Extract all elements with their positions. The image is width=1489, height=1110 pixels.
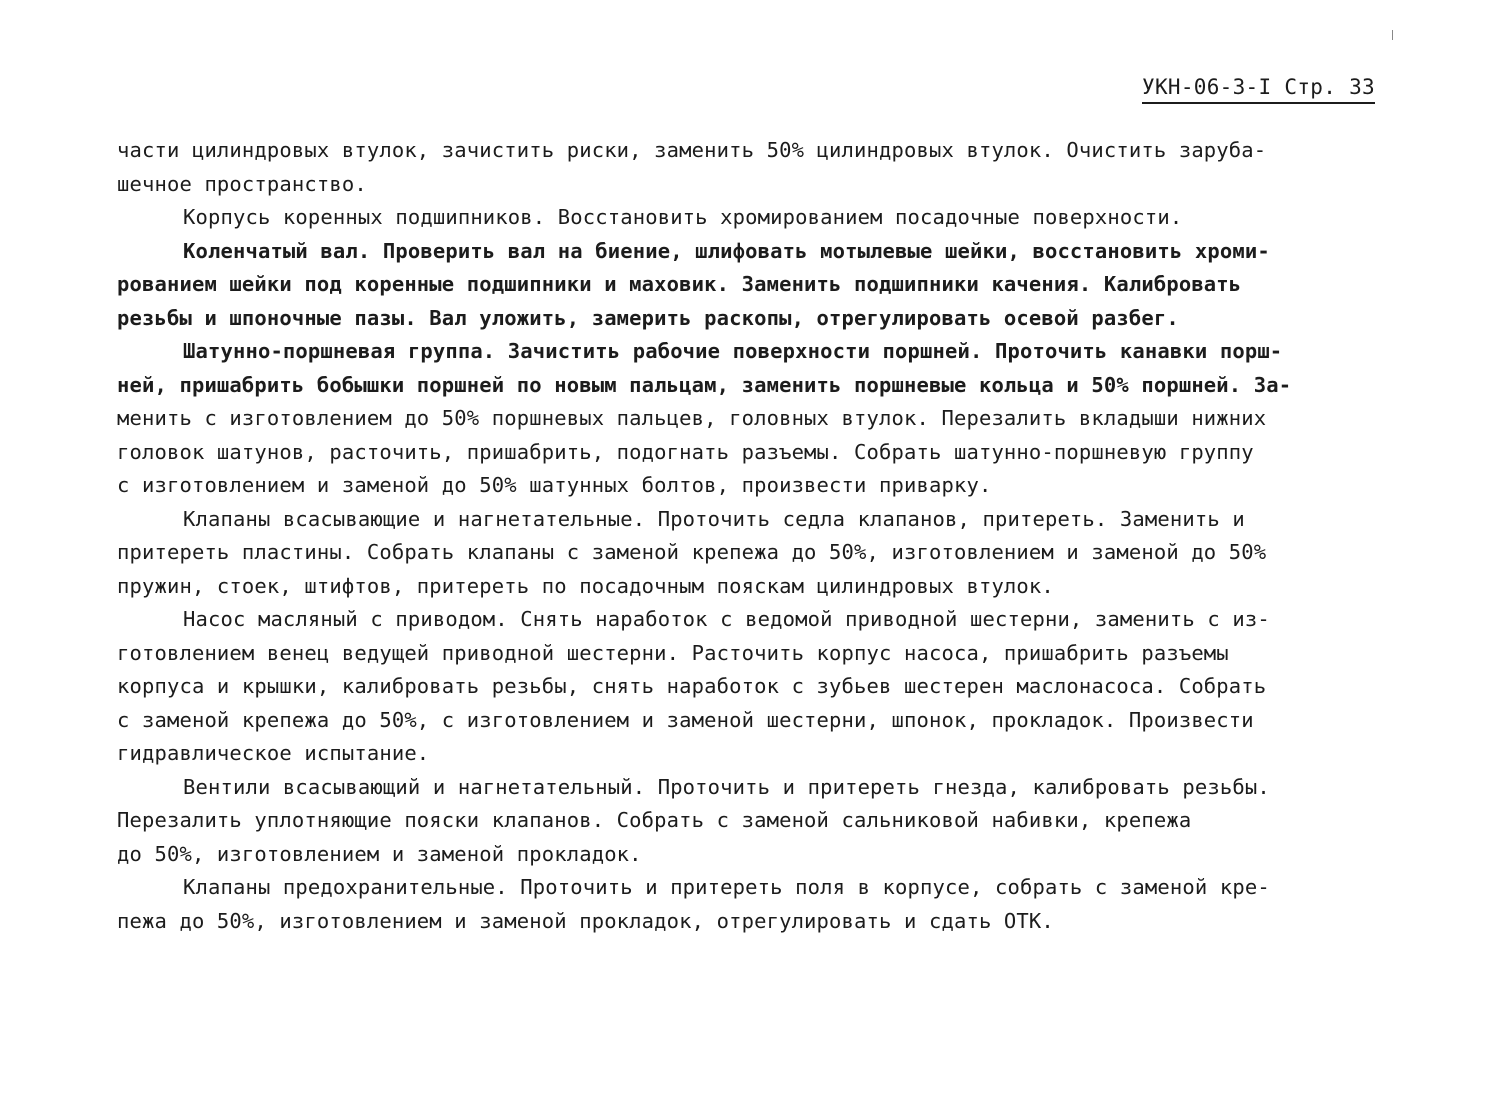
text-line: Насос масляный с приводом. Снять наработок с ведомой приводной шестерни, заменить с из- — [183, 607, 1270, 631]
text-line: с заменой крепежа до 50%, с изготовлением и заменой шестерни, шпонок, прокладок. Произвести — [117, 707, 1254, 732]
paragraph-piston-group — [117, 335, 1367, 503]
text-line: Вентили всасывающий и нагнетательный. Проточить и притереть гнезда, калибровать резьбы. — [183, 774, 1270, 799]
text-line: с изготовлением и заменой до 50% шатунных болтов, произвести приварку. — [117, 473, 992, 497]
paragraph-oil-pump — [117, 603, 1367, 771]
text-line: гидравлическое испытание. — [117, 741, 430, 765]
text-line: до 50%, изготовлением и заменой прокладок. — [117, 841, 642, 866]
text-line: пежа до 50%, изготовлением и заменой прокладок, отрегулировать и сдать ОТК. — [117, 908, 1054, 933]
text-line: Коленчатый вал. Проверить вал на биение, шлифовать мотылевые шейки, восстановить хроми- — [183, 238, 1270, 263]
text-line: Шатунно-поршневая группа. Зачистить рабочие поверхности поршней. Проточить канавки порш- — [183, 339, 1283, 363]
text-line: притереть пластины. Собрать клапаны с заменой крепежа до 50%, изготовлением и заменой до 50% — [117, 540, 1267, 564]
paragraph-safety-valves — [117, 871, 1367, 938]
text-line: пружин, стоек, штифтов, притереть по посадочным пояскам цилиндровых втулок. — [117, 573, 1054, 598]
text-line: Клапаны предохранительные. Проточить и притереть поля в корпусе, собрать с заменой кре- — [183, 875, 1270, 899]
text-line: части цилиндровых втулок, зачистить риски, заменить 50% цилиндровых втулок. Очистить заруба- — [117, 138, 1267, 162]
paragraph-crankshaft — [117, 235, 1367, 336]
text-line: рованием шейки под коренные подшипники и маховик. Заменить подшипники качения. Калибровать — [117, 272, 1242, 296]
text-line: Клапаны всасывающие и нагнетательные. Проточить седла клапанов, притереть. Заменить и — [183, 506, 1245, 531]
text-line: головок шатунов, расточить, пришабрить, подогнать разъемы. Собрать шатунно-поршневую группу — [117, 439, 1254, 464]
paragraph-cylinder-sleeves — [117, 134, 1367, 201]
text-line: менить с изготовлением до 50% поршневых пальцев, головных втулок. Перезалить вкладыши нижних — [117, 406, 1267, 430]
text-line: резьбы и шпоночные пазы. Вал уложить, замерить раскопы, отрегулировать осевой разбег. — [117, 305, 1179, 330]
text-line: Корпусь коренных подшипников. Восстановить хромированием посадочные поверхности. — [183, 205, 1183, 229]
paragraph-valves — [117, 503, 1367, 604]
text-line: Перезалить уплотняющие пояски клапанов. Собрать с заменой сальниковой набивки, крепежа — [117, 808, 1192, 832]
body-text — [117, 134, 1367, 938]
text-line: ней, пришабрить бобышки поршней по новым пальцам, заменить поршневые кольца и 50% поршней. За- — [117, 372, 1292, 397]
text-line: готовлением венец ведущей приводной шестерни. Расточить корпус насоса, пришабрить разъемы — [117, 640, 1229, 665]
paragraph-gate-valves — [117, 771, 1367, 872]
text-line: корпуса и крышки, калибровать резьбы, снять наработок с зубьев шестерен маслонасоса. Собрать — [117, 674, 1267, 698]
page-header: УКН-06-3-I Стр. 33 — [1142, 74, 1375, 104]
scan-mark — [1392, 30, 1393, 40]
text-line: шечное пространство. — [117, 171, 367, 196]
paragraph-main-bearings — [117, 201, 1367, 235]
